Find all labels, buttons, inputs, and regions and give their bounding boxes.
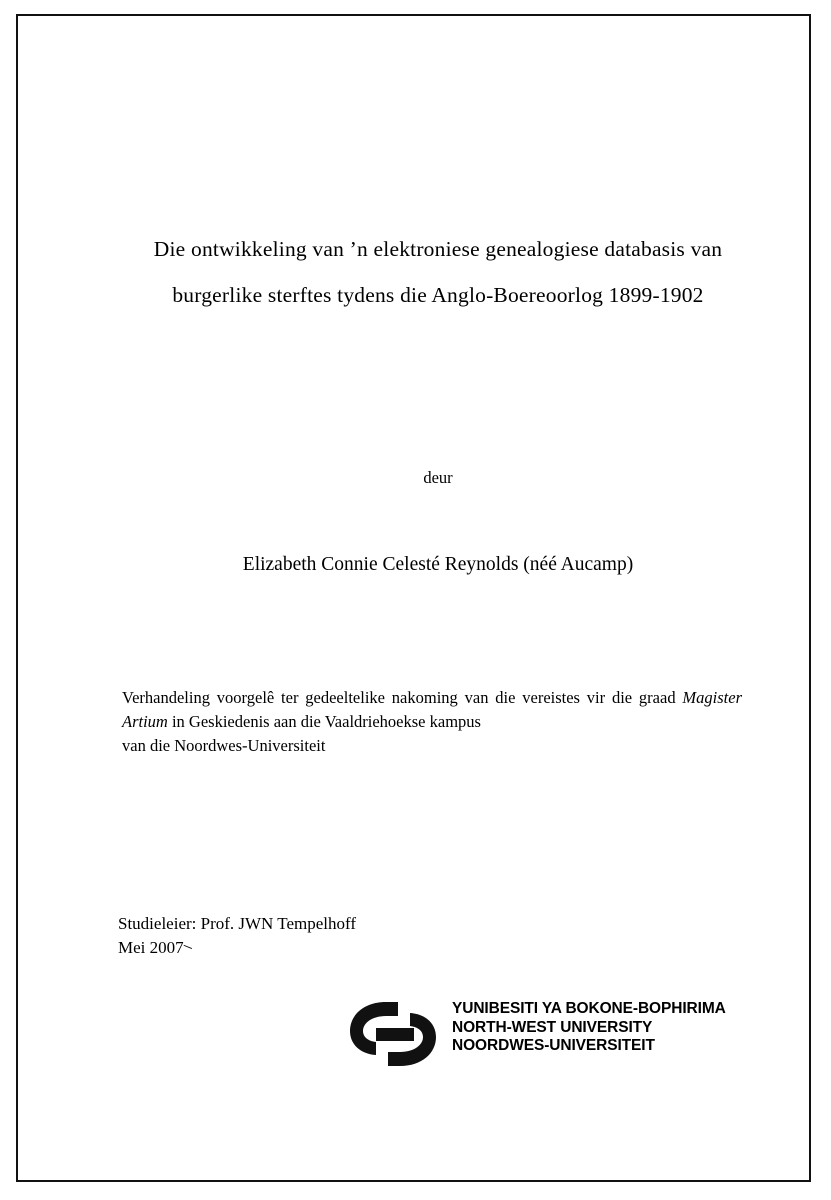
university-name-english: NORTH-WEST UNIVERSITY xyxy=(452,1018,653,1036)
degree-name: Magister Artium xyxy=(122,688,742,731)
author-name: Elizabeth Connie Celesté Reynolds (néé Aucamp) xyxy=(242,554,634,575)
title-line-1: Die ontwikkeling van ’n elektroniese genealogiese databasis van xyxy=(153,237,723,261)
supervisor-line: Studieleier: Prof. JWN Tempelhoff xyxy=(118,914,357,933)
degree-statement xyxy=(122,686,742,758)
supervisor-block xyxy=(118,912,758,960)
degree-statement-main xyxy=(122,686,742,734)
title-line-2: burgerlike sterftes tydens die Anglo-Boereoorlog 1899-1902 xyxy=(172,283,704,307)
degree-statement-part2: in Geskiedenis aan die Vaaldriehoekse kampus xyxy=(167,712,481,731)
degree-statement-part1: Verhandeling voorgelê ter gedeeltelike nakoming van die vereistes vir die graad xyxy=(122,688,683,707)
university-name-setswana: YUNIBESITI YA BOKONE-BOPHIRIMA xyxy=(452,1000,726,1017)
degree-statement-part3: van die Noordwes-Universiteit xyxy=(122,736,326,755)
date-text: Mei 2007 xyxy=(118,938,184,957)
pen-mark-icon: – xyxy=(181,935,197,956)
nwu-logo-mark-icon xyxy=(340,998,450,1070)
scan-border xyxy=(16,14,811,1182)
page-title xyxy=(118,226,758,318)
university-name xyxy=(452,1000,726,1056)
page-surface xyxy=(40,36,787,1160)
date-wrapper xyxy=(118,936,758,960)
date-line xyxy=(118,935,197,960)
university-logo xyxy=(340,996,740,1076)
by-word: deur xyxy=(423,468,453,487)
university-name-afrikaans: NOORDWES-UNIVERSITEIT xyxy=(452,1037,655,1054)
